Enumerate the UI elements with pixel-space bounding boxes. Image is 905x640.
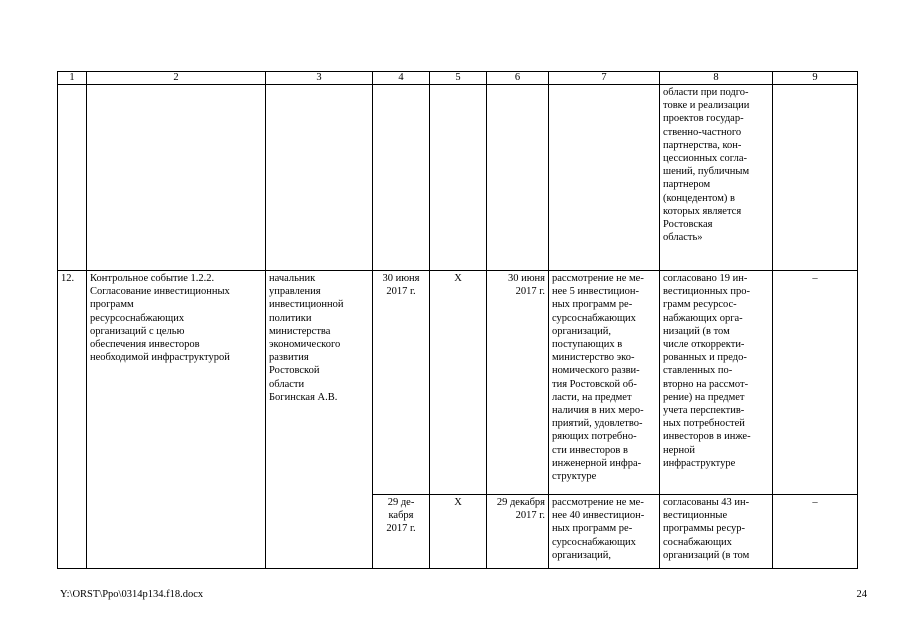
empty-cell (773, 85, 858, 271)
empty-cell (430, 85, 487, 271)
table-row-12 (58, 271, 858, 495)
empty-cell (266, 85, 373, 271)
header-row (58, 72, 858, 85)
planned-date-cell: 29 де- кабря 2017 г. (373, 495, 430, 569)
empty-cell (58, 85, 87, 271)
empty-cell (487, 85, 549, 271)
footer-file-path: Y:\ORST\Ppo\0314p134.f18.docx (60, 589, 204, 600)
empty-cell (87, 85, 266, 271)
actual-date-cell: 29 декабря 2017 г. (487, 495, 549, 569)
planned-date-cell: 30 июня 2017 г. (373, 271, 430, 495)
header-cell: 5 (430, 72, 487, 85)
actual-result-cell: согласовано 19 ин- вестиционных про- грамм ресурсос- набжающих орга- низаций (в том числе откорректи- рованных и предо- ставленных по- вторно на рассмот- рение) на предмет учета перспектив- ных потребностей инвесторов в инже- нерной инфраструктуре (660, 271, 773, 495)
actual-result-cell: согласованы 43 ин- вестиционные программы ресур- соснабжающих организаций (в том (660, 495, 773, 569)
header-cell: 9 (773, 72, 858, 85)
header-cell: 8 (660, 72, 773, 85)
x-mark-cell: X (430, 495, 487, 569)
responsible-cell: начальник управления инвестиционной политики министерства экономического развития Ростовской области Богинская А.В. (266, 271, 373, 569)
event-cell: Контрольное событие 1.2.2. Согласование инвестиционных программ ресурсоснабжающих организаций с целью обеспечения инвесторов необходимой инфраструктурой (87, 271, 266, 569)
planned-result-cell: рассмотрение не ме- нее 40 инвестицион- ных программ ре- сурсоснабжающих организаций, (549, 495, 660, 569)
note-cell: – (773, 495, 858, 569)
header-cell: 1 (58, 72, 87, 85)
row-number-cell: 12. (58, 271, 87, 569)
actual-date-cell: 30 июня 2017 г. (487, 271, 549, 495)
header-cell: 7 (549, 72, 660, 85)
x-mark-cell: X (430, 271, 487, 495)
document-table (57, 71, 858, 569)
header-cell: 3 (266, 72, 373, 85)
continuation-row (58, 85, 858, 271)
page-number: 24 (856, 589, 867, 600)
empty-cell (549, 85, 660, 271)
planned-result-cell: рассмотрение не ме- нее 5 инвестицион- ных программ ре- сурсоснабжающих организаций, поступающих в министерство эко- номического разви- тия Ростовской об- ласти, на предмет наличия в них меро- приятий, удовлетво- ряющих потребно- сти инвесторов в инженерной инфра- структуре (549, 271, 660, 495)
header-cell: 6 (487, 72, 549, 85)
header-cell: 4 (373, 72, 430, 85)
continuation-result-cell: области при подго- товке и реализации проектов государ- ственно-частного партнерства, кон- цессионных согла- шений, публичным партнером (концедентом) в которых является Ростовская область» (660, 85, 773, 271)
empty-cell (373, 85, 430, 271)
note-cell: – (773, 271, 858, 495)
header-cell: 2 (87, 72, 266, 85)
